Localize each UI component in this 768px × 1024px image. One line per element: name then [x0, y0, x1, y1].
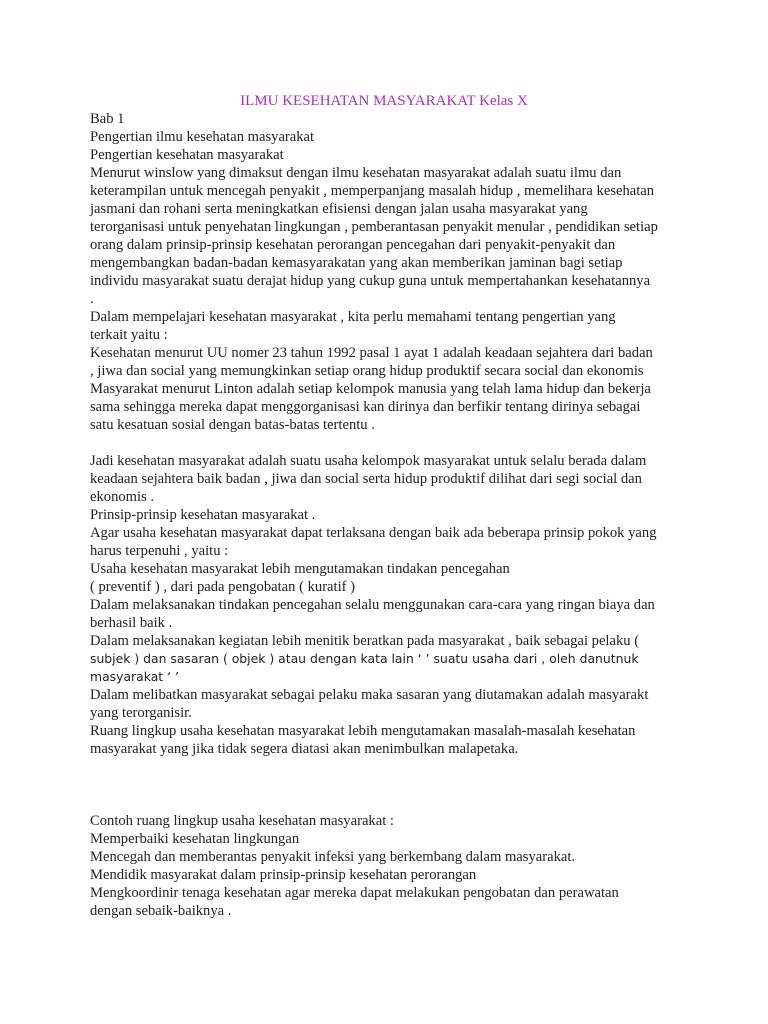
text-line: . [90, 291, 94, 307]
text-line: Mengkoordinir tenaga kesehatan agar mereka dapat melakukan pengobatan dan perawatan [90, 885, 619, 901]
text-line: mengembangkan badan-badan kemasyarakatan yang akan memberikan jaminan bagi setiap [90, 255, 623, 271]
text-line: yang terorganisir. [90, 705, 192, 721]
text-line: Pengertian ilmu kesehatan masyarakat [90, 129, 315, 145]
text-line: sama sehingga mereka dapat menggorganisasi kan dirinya dan berfikir tentang dirinya sebagai [90, 399, 641, 415]
document-title: ILMU KESEHATAN MASYARAKAT Kelas X [240, 93, 528, 109]
text-line: subjek ) dan sasaran ( objek ) atau dengan kata lain ‘ ’ suatu usaha dari , oleh danutnuk [90, 651, 639, 666]
text-line: Pengertian kesehatan masyarakat [90, 147, 284, 163]
text-line: individu masyarakat suatu derajat hidup yang cukup guna untuk mempertahankan kesehatannya [90, 273, 651, 289]
text-line: Jadi kesehatan masyarakat adalah suatu usaha kelompok masyarakat untuk selalu berada dalam [90, 453, 647, 469]
text-line: Masyarakat menurut Linton adalah setiap kelompok manusia yang telah lama hidup dan bekerja [90, 381, 651, 397]
text-line: terkait yaitu : [90, 327, 168, 343]
text-line: ekonomis . [90, 489, 155, 505]
text-line: masyarakat yang jika tidak segera diatasi akan menimbulkan malapetaka. [90, 741, 519, 757]
text-line: jasmani dan rohani serta meningkatkan efisiensi dengan jalan usaha masyarakat yang [90, 201, 588, 217]
text-line: Usaha kesehatan masyarakat lebih mengutamakan tindakan pencegahan [90, 561, 510, 577]
text-line: Memperbaiki kesehatan lingkungan [90, 831, 300, 847]
text-line: Contoh ruang lingkup usaha kesehatan masyarakat : [90, 813, 394, 829]
text-line: Dalam mempelajari kesehatan masyarakat , kita perlu memahami tentang pengertian yang [90, 309, 616, 325]
text-line: Prinsip-prinsip kesehatan masyarakat . [90, 507, 316, 523]
text-line: Dalam melaksanakan kegiatan lebih menitik beratkan pada masyarakat , baik sebagai pelaku ( [90, 633, 640, 649]
text-line: keadaan sejahtera baik badan , jiwa dan social serta hidup produktif dilihat dari segi social dan [90, 471, 642, 487]
text-line: Menurut winslow yang dimaksut dengan ilmu kesehatan masyarakat adalah suatu ilmu dan [90, 165, 622, 181]
text-line: berhasil baik . [90, 615, 173, 631]
text-line: satu kesatuan sosial dengan batas-batas tertentu . [90, 417, 375, 433]
text-line: dengan sebaik-baiknya . [90, 903, 232, 919]
text-line: terorganisasi untuk penyehatan lingkungan , pemberantasan penyakit menular , pendidikan setiap [90, 219, 658, 235]
text-line: , jiwa dan social yang memungkinkan setiap orang hidup produktif secara social dan ekonomis [90, 363, 644, 379]
text-line: ( preventif ) , dari pada pengobatan ( kuratif ) [90, 579, 356, 595]
text-line: orang dalam prinsip-prinsip kesehatan perorangan pencegahan dari penyakit-penyakit dan [90, 237, 616, 253]
text-line: Dalam melibatkan masyarakat sebagai pelaku maka sasaran yang diutamakan adalah masyarakt [90, 687, 649, 703]
text-line: Agar usaha kesehatan masyarakat dapat terlaksana dengan baik ada beberapa prinsip pokok yang [90, 525, 657, 541]
text-line: harus terpenuhi , yaitu : [90, 543, 229, 559]
text-line: Bab 1 [90, 111, 125, 127]
text-line: keterampilan untuk mencegah penyakit , memperpanjang masalah hidup , memelihara kesehatan [90, 183, 655, 199]
text-line: masyarakat ‘ ’ [90, 669, 179, 684]
text-line: Ruang lingkup usaha kesehatan masyarakat lebih mengutamakan masalah-masalah kesehatan [90, 723, 636, 739]
text-line: Kesehatan menurut UU nomer 23 tahun 1992 pasal 1 ayat 1 adalah keadaan sejahtera dari badan [90, 345, 653, 361]
text-line: Mendidik masyarakat dalam prinsip-prinsip kesehatan perorangan [90, 867, 477, 883]
text-line: Dalam melaksanakan tindakan pencegahan selalu menggunakan cara-cara yang ringan biaya dan [90, 597, 655, 613]
text-line: Mencegah dan memberantas penyakit infeksi yang berkembang dalam masyarakat. [90, 849, 576, 865]
